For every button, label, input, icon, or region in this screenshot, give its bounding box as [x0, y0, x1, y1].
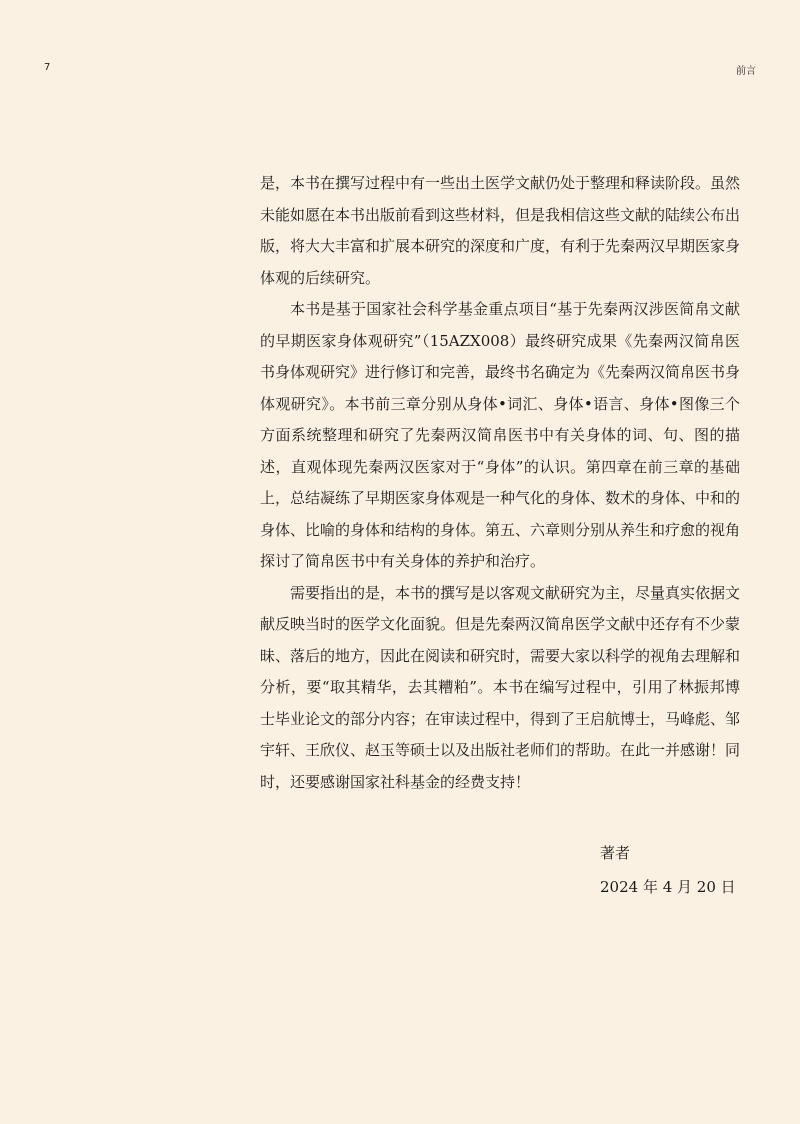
paragraph-continuation: 是，本书在撰写过程中有一些出土医学文献仍处于整理和释读阶段。虽然未能如愿在本书出版前看到这些材料，但是我相信这些文献的陆续公布出版，将大大丰富和扩展本研究的深度和广度，有利于先秦两汉早期医家身体观的后续研究。 — [260, 174, 741, 287]
paragraph: 需要指出的是，本书的撰写是以客观文献研究为主，尽量真实依据文献反映当时的医学文化面貌。但是先秦两汉简帛医学文献中还存有不少蒙昧、落后的地方，因此在阅读和研究时，需要大家以科学的视角去理解和分析，要“取其精华，去其糟粕”。本书在编写过程中，引用了林振邦博士毕业论文的部分内容；在审读过程中，得到了王启航博士，马峰彪、邹宇轩、王欣仪、赵玉等硕士以及出版社老师们的帮助。在此一并感谢！同时，还要感谢国家社科基金的经费支持！ — [260, 583, 741, 791]
page-header — [44, 62, 756, 78]
running-head: 前言 — [736, 66, 756, 77]
signature-author: 著者 — [600, 844, 631, 862]
body-text — [260, 168, 740, 798]
page-number: 7 — [44, 62, 51, 73]
signature-date: 2024 年 4 月 20 日 — [600, 878, 736, 896]
paragraph: 本书是基于国家社会科学基金重点项目“基于先秦两汉涉医简帛文献的早期医家身体观研究”（15AZX008）最终研究成果《先秦两汉简帛医书身体观研究》进行修订和完善，最终书名确定为《先秦两汉简帛医书身体观研究》。本书前三章分别从身体•词汇、身体•语言、身体•图像三个方面系统整理和研究了先秦两汉简帛医书中有关身体的词、句、图的描述，直观体现先秦两汉医家对于“身体”的认识。第四章在前三章的基础上，总结凝练了早期医家身体观是一种气化的身体、数术的身体、中和的身体、比喻的身体和结构的身体。第五、六章则分别从养生和疗愈的视角探讨了简帛医书中有关身体的养护和治疗。 — [260, 300, 741, 570]
signature-block — [600, 836, 736, 904]
